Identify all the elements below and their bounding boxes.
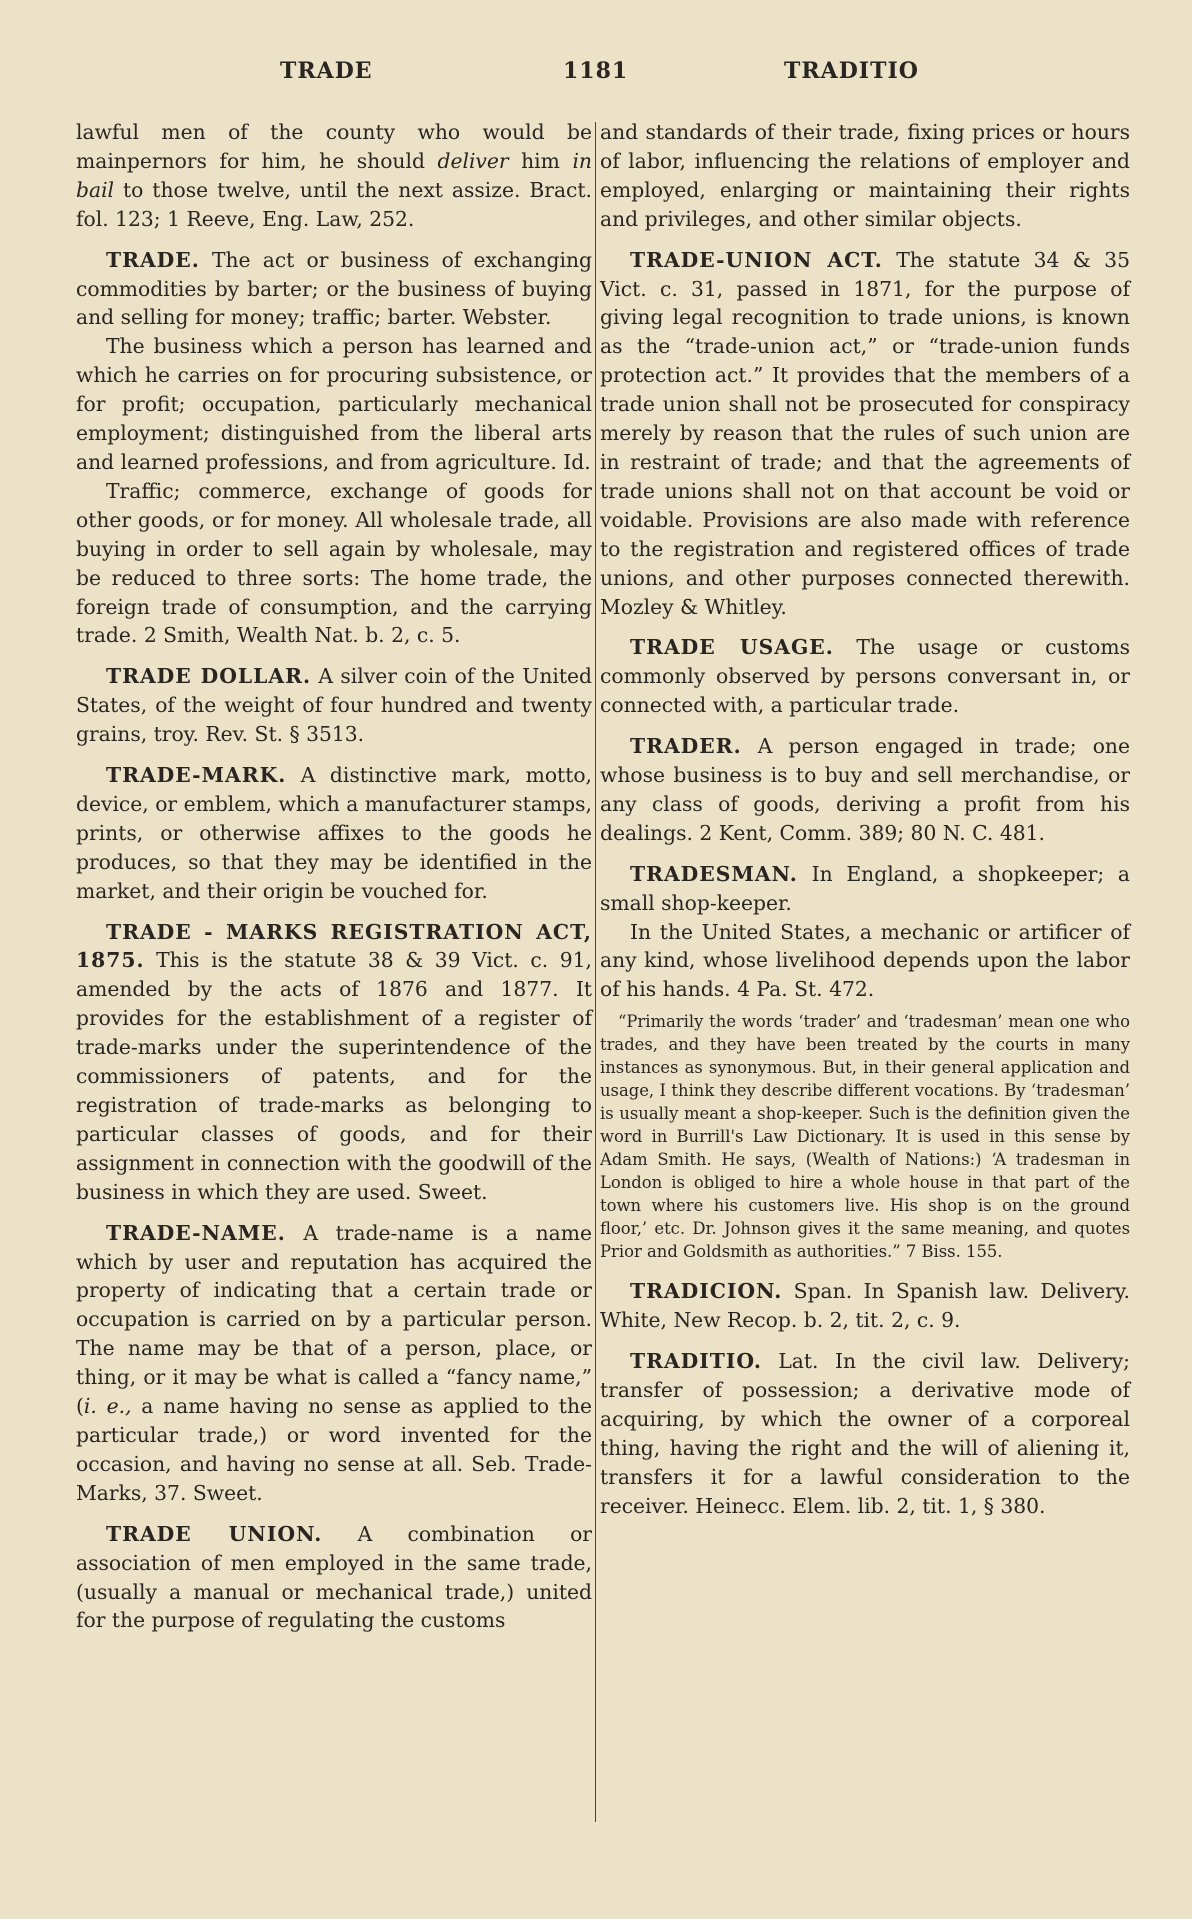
header-right-guide-word: TRADITIO <box>784 58 919 84</box>
continuation-italic: deliver <box>437 148 509 173</box>
entry-trader <box>600 732 1130 848</box>
entry-trade-name <box>76 1219 592 1508</box>
entry-trade-dollar <box>76 662 592 749</box>
headword: TRADE DOLLAR. <box>106 664 312 689</box>
column-divider <box>595 122 596 1822</box>
definition-text: In England, a shopkeeper; a small shop-keeper. <box>600 861 1130 915</box>
headword: TRADER. <box>630 734 742 759</box>
entry-trade-definition-1 <box>76 246 592 333</box>
entry-trade-usage <box>600 633 1130 720</box>
entry-trade <box>76 246 592 651</box>
entry-trade-union <box>76 1520 592 1636</box>
entry-tradesman-quotation: “Primarily the words ‘trader’ and ‘tradesman’ mean one who trades, and they have been treated by the courts in many instances as synonymous. But, in their general application and usage, I think they describe different vocations. By ‘tradesman’ is usually meant a shop-keeper. Such is the definition given the word in Burrill's Law Dictionary. It is used in this sense by Adam Smith. He says, (Wealth of Nations:) ‘A tradesman in London is obliged to hire a whole house in that part of the town where his customers live. His shop is on the ground floor,’ etc. Dr. Johnson gives it the same meaning, and quotes Prior and Goldsmith as authorities.” 7 Biss. 155. <box>600 1012 1130 1262</box>
running-header <box>0 58 1192 98</box>
header-left-guide-word: TRADE <box>280 58 373 84</box>
definition-text: This is the statute 38 & 39 Vict. c. 91, amended by the acts of 1876 and 1877. It provides for the establishment of a register of trade-marks under the superintendence of the commissioners of patents, and for the registration of trade-marks as belonging to particular classes of goods, and for their assignment in connection with the goodwill of the business in which they are used. Sweet. <box>76 948 592 1204</box>
headword: TRADE-UNION ACT. <box>630 247 883 272</box>
entry-trade-marks-registration-act <box>76 918 592 1207</box>
definition-text: a name having no sense as applied to the particular trade,) or word invented for the occasion, and having no sense at all. Seb. Trade-Marks, 37. Sweet. <box>76 1394 593 1505</box>
entry-tradesman <box>600 860 1130 1264</box>
entry-trade-definition-3: Traffic; commerce, exchange of goods for other goods, or for money. All wholesale trade, all buying in order to sell again by wholesale, may be reduced to three sorts: The home trade, the foreign trade of consumption, and the carrying trade. 2 Smith, Wealth Nat. b. 2, c. 5. <box>76 478 592 648</box>
continuation-text: him <box>508 148 573 173</box>
entry-trade-definition-2: The business which a person has learned and which he carries on for procuring subsistence, or for profit; occupation, particularly mechanical employment; distinguished from the liberal arts and learned professions, and from agriculture. Id. <box>76 334 592 474</box>
definition-text: A trade-name is a name which by user and reputation has acquired the property of indicating that a certain trade or occupation is carried on by a particular person. The name may be that of a person, place, or thing, or it may be what is called a “fancy name,” ( <box>76 1220 592 1419</box>
entry-trade-union-act <box>600 246 1130 622</box>
right-column <box>600 118 1130 1533</box>
continuation-text: lawful men of the county who would be mainpernors for him, he should <box>76 120 592 173</box>
definition-text: The statute 34 & 35 Vict. c. 31, passed in 1871, for the purpose of giving legal recognition to trade unions, is known as the “trade-union act,” or “trade-union funds protection act.” It provides that the members of a trade union shall not be prosecuted for conspiracy merely by reason that the rules of such union are in restraint of trade; and that the agreements of trade unions shall not on that account be void or voidable. Provisions are also made with reference to the registration and registered offices of trade unions, and other purposes connected therewith. Mozley & Whitley. <box>600 247 1130 619</box>
headword: TRADE - MARKS REGISTRATION ACT, 1875. <box>76 919 592 973</box>
entry-trade-union-continuation: and standards of their trade, fixing prices or hours of labor, influencing the relations of employer and employed, enlarging or maintaining their rights and privileges, and other similar objects. <box>600 120 1130 231</box>
entry-trade-mark <box>76 761 592 906</box>
definition-text: A person engaged in trade; one whose business is to buy and sell merchandise, or any class of goods, deriving a profit from his dealings. 2 Kent, Comm. 389; 80 N. C. 481. <box>600 734 1130 845</box>
definition-text: A silver coin of the United States, of the weight of four hundred and twenty grains, troy. Rev. St. § 3513. <box>76 664 593 747</box>
definition-text: A combination or association of men employed in the same trade, (usually a manual or mechanical trade,) united for the purpose of regulating the customs <box>76 1521 592 1633</box>
page-number: 1181 <box>563 58 629 84</box>
entry-tradicion <box>600 1277 1130 1335</box>
headword: TRADE-MARK. <box>106 763 287 788</box>
left-column <box>76 118 592 1647</box>
headword: TRADE USAGE. <box>630 635 834 660</box>
definition-text: Span. In Spanish law. Delivery. White, New Recop. b. 2, tit. 2, c. 9. <box>600 1279 1130 1333</box>
definition-text: Lat. In the civil law. Delivery; transfer of possession; a derivative mode of acquiring, by which the owner of a corporeal thing, having the right and the will of aliening it, transfers it for a lawful consideration to the receiver. Heinecc. Elem. lib. 2, tit. 1, § 380. <box>600 1349 1130 1518</box>
entry-tradesman-definition-1 <box>600 860 1130 918</box>
definition-text: A distinctive mark, motto, device, or emblem, which a manufacturer stamps, prints, or otherwise affixes to the goods he produces, so that they may be identified in the market, and their origin be vouched for. <box>76 763 593 903</box>
headword: TRADE. <box>106 247 200 272</box>
continuation-text: to those twelve, until the next assize. Bract. fol. 123; 1 Reeve, Eng. Law, 252. <box>76 177 592 231</box>
entry-traditio <box>600 1347 1130 1520</box>
entry-continuation <box>76 118 592 234</box>
definition-text: The act or business of exchanging commodities by barter; or the business of buying and selling for money; traffic; barter. Webster. <box>76 247 592 330</box>
headword: TRADE UNION. <box>106 1521 323 1546</box>
headword: TRADITIO. <box>630 1349 762 1374</box>
headword: TRADICION. <box>630 1279 783 1304</box>
entry-tradesman-definition-2: In the United States, a mechanic or artificer of any kind, whose livelihood depends upon the labor of his hands. 4 Pa. St. 472. <box>600 919 1130 1002</box>
headword: TRADE-NAME. <box>106 1220 286 1245</box>
definition-text: The usage or customs commonly observed by persons conversant in, or connected with, a particular trade. <box>600 635 1130 718</box>
headword: TRADESMAN. <box>630 861 798 886</box>
definition-italic: i. e., <box>83 1394 132 1419</box>
continuation-italic: in bail <box>76 148 592 202</box>
